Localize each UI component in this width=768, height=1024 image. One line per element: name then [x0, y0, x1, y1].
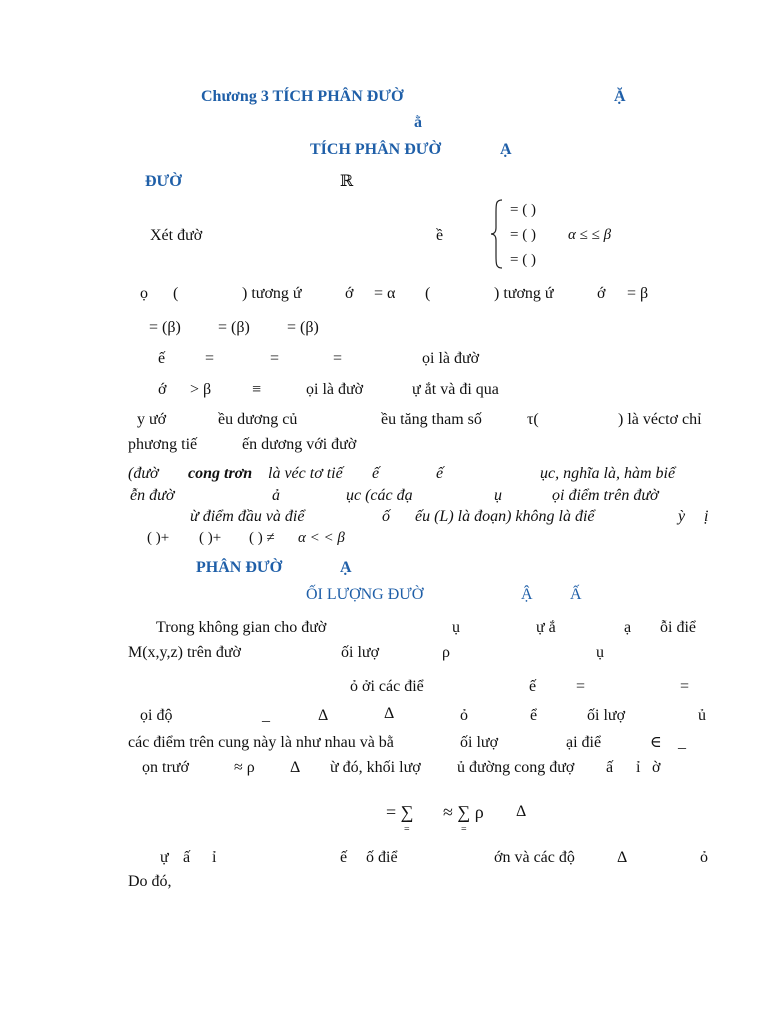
section-title-fragment: Ạ: [500, 141, 512, 158]
para3-l2-f: ể: [530, 707, 538, 724]
para1-c: ều tăng tham số: [381, 411, 482, 428]
chapter-title-fragment: Ặ: [614, 88, 626, 105]
system-row-2: = ( ): [510, 227, 536, 243]
para3-l3-e: _: [678, 734, 686, 751]
note-l4-a: ( )+: [147, 530, 170, 546]
line4-a: ớ: [158, 381, 167, 398]
chapter-subtitle-fragment: ằ: [414, 114, 422, 131]
para4-a: ự: [160, 849, 169, 866]
note-l3-e: ị: [704, 508, 709, 525]
para2-l1-a: Trong không gian cho đườ: [156, 619, 327, 636]
para3-l2-g: ối lượ: [587, 707, 626, 724]
line2-c: = (β): [287, 319, 319, 336]
para1-b: ều dương củ: [218, 411, 298, 428]
section2-title: PHÂN ĐƯỜ: [196, 559, 283, 576]
chapter-title: Chương 3 TÍCH PHÂN ĐƯỜ: [201, 88, 404, 105]
note-l2-a: ễn đườ: [130, 487, 175, 504]
note-l3-d: ỳ: [678, 508, 686, 525]
line4-d: ọi là đườ: [306, 381, 364, 398]
line1-h: ớ: [597, 285, 606, 302]
note-l2-c: ục (các đạ: [346, 487, 413, 504]
brace-icon: [490, 198, 504, 270]
para2-l2-a: M(x,y,z) trên đườ: [128, 644, 241, 661]
intro-lead: Xét đườ: [150, 227, 203, 244]
para3-l3-d: ∈: [650, 734, 662, 751]
para4-delta: Δ: [617, 849, 628, 866]
subsection2-fragment-1: Ậ: [521, 586, 533, 603]
line3-c: =: [270, 350, 280, 367]
note-l1-a: (đườ: [128, 465, 159, 482]
para1-f: phương tiế: [128, 436, 198, 453]
para3-l1-d: =: [680, 678, 690, 695]
para2-l1-b: ụ: [452, 619, 460, 636]
para4-d: ế: [340, 849, 348, 866]
note-l3-b: ố: [382, 508, 390, 525]
para3-l4-f: ấ: [606, 759, 614, 776]
para2-l1-e: ỗi điể: [660, 619, 696, 636]
para3-l1-c: =: [576, 678, 586, 695]
note-l4-c: ( ) ≠: [249, 530, 275, 546]
line1-i: = β: [627, 285, 649, 302]
para1-e: ) là véctơ chỉ: [618, 411, 702, 428]
note-l2-d: ụ: [494, 487, 502, 504]
note-l3-c: ếu (L) là đoạn) không là điể: [415, 508, 595, 525]
para3-l4-d: ừ đó, khối lượ: [330, 759, 421, 776]
para3-l4-g: ỉ: [636, 759, 641, 776]
intro-mid: ề: [436, 227, 444, 244]
para2-l1-d: ạ: [624, 619, 632, 636]
system-row-2-condition: α ≤ ≤ β: [568, 227, 612, 243]
real-numbers-symbol: ℝ: [340, 173, 354, 190]
note-l2-e: ọi điểm trên đườ: [552, 487, 659, 504]
line2-a: = (β): [149, 319, 181, 336]
formula-sub-2: =: [461, 824, 467, 835]
line1-a: ọ: [140, 285, 148, 302]
para4-e: ố điể: [366, 849, 398, 866]
system-row-3: = ( ): [510, 252, 536, 268]
line3-d: =: [333, 350, 343, 367]
note-l4-b: ( )+: [199, 530, 222, 546]
para3-l2-b: _: [262, 707, 270, 724]
para3-l2-e: ỏ: [460, 707, 468, 724]
para3-l4-a: ọn trướ: [142, 759, 189, 776]
note-l1-f: ục, nghĩa là, hàm biể: [540, 465, 676, 482]
para3-l1-b: ế: [529, 678, 537, 695]
note-l1-e: ế: [436, 465, 444, 482]
para4-b: ấ: [183, 849, 191, 866]
subsection2-fragment-2: Ấ: [570, 586, 582, 603]
para4-f: ớn và các độ: [494, 849, 575, 866]
note-l4-d: α < < β: [298, 530, 345, 546]
para2-l1-c: ự ắ: [536, 619, 556, 636]
para1-tau: τ(: [527, 411, 539, 428]
note-l2-b: ả: [272, 487, 280, 504]
note-l3-a: ừ điểm đầu và điể: [190, 508, 305, 525]
line2-b: = (β): [218, 319, 250, 336]
para3-l3-c: ại điể: [566, 734, 602, 751]
line1-b: (: [173, 285, 179, 302]
section-title: TÍCH PHÂN ĐƯỜ: [310, 141, 441, 158]
para3-l2-a: ọi độ: [140, 707, 173, 724]
para1-a: y ướ: [137, 411, 167, 428]
para4-c: ỉ: [212, 849, 217, 866]
formula-sub-1: =: [404, 824, 410, 835]
subsection-title: ĐƯỜ: [145, 173, 182, 190]
note-l1-d: ế: [372, 465, 380, 482]
para3-l4-c: Δ: [290, 759, 301, 776]
line1-c: ) tương ứ: [242, 285, 302, 302]
line3-e: ọi là đườ: [422, 350, 480, 367]
line3-a: ế: [158, 350, 166, 367]
para3-l3-a: các điểm trên cung này là như nhau và bằ: [128, 734, 394, 751]
para3-l1-a: ỏ ởi các điể: [350, 678, 424, 695]
line1-e: = α: [374, 285, 396, 302]
para3-l2-c: Δ: [318, 707, 329, 724]
para2-l2-d: ụ: [596, 644, 604, 661]
line4-e: ự ắt và đi qua: [412, 381, 499, 398]
formula-sum-2: ≈ ∑ ρ: [443, 802, 484, 822]
para2-l2-rho: ρ: [442, 644, 450, 661]
para2-l2-b: ối lượ: [341, 644, 380, 661]
line1-g: ) tương ứ: [494, 285, 554, 302]
subsection2-title: ỐI LƯỢNG ĐƯỜ: [306, 586, 424, 603]
line1-d: ớ: [345, 285, 354, 302]
note-l1-bold: cong trơn: [188, 465, 253, 482]
para3-l4-b: ≈ ρ: [234, 759, 255, 776]
note-l1-c: là véc tơ tiế: [268, 465, 343, 482]
para4-do-do: Do đó,: [128, 873, 172, 890]
para3-l2-d: Δ: [384, 705, 395, 722]
section2-title-fragment: Ạ: [340, 559, 352, 576]
para1-g: ến dương với đườ: [242, 436, 357, 453]
line1-f: (: [425, 285, 431, 302]
system-row-1: = ( ): [510, 202, 536, 218]
line3-b: =: [205, 350, 215, 367]
para3-l3-b: ối lượ: [460, 734, 499, 751]
line4-c: ≡: [252, 381, 262, 398]
formula-sum-1: = ∑: [386, 802, 414, 822]
line4-b: > β: [190, 381, 212, 398]
para3-l4-h: ờ: [652, 759, 661, 776]
para3-l4-e: ủ đường cong đượ: [457, 759, 575, 776]
formula-delta: Δ: [516, 803, 527, 820]
para3-l2-h: ủ: [698, 707, 706, 724]
para4-h: ỏ: [700, 849, 708, 866]
